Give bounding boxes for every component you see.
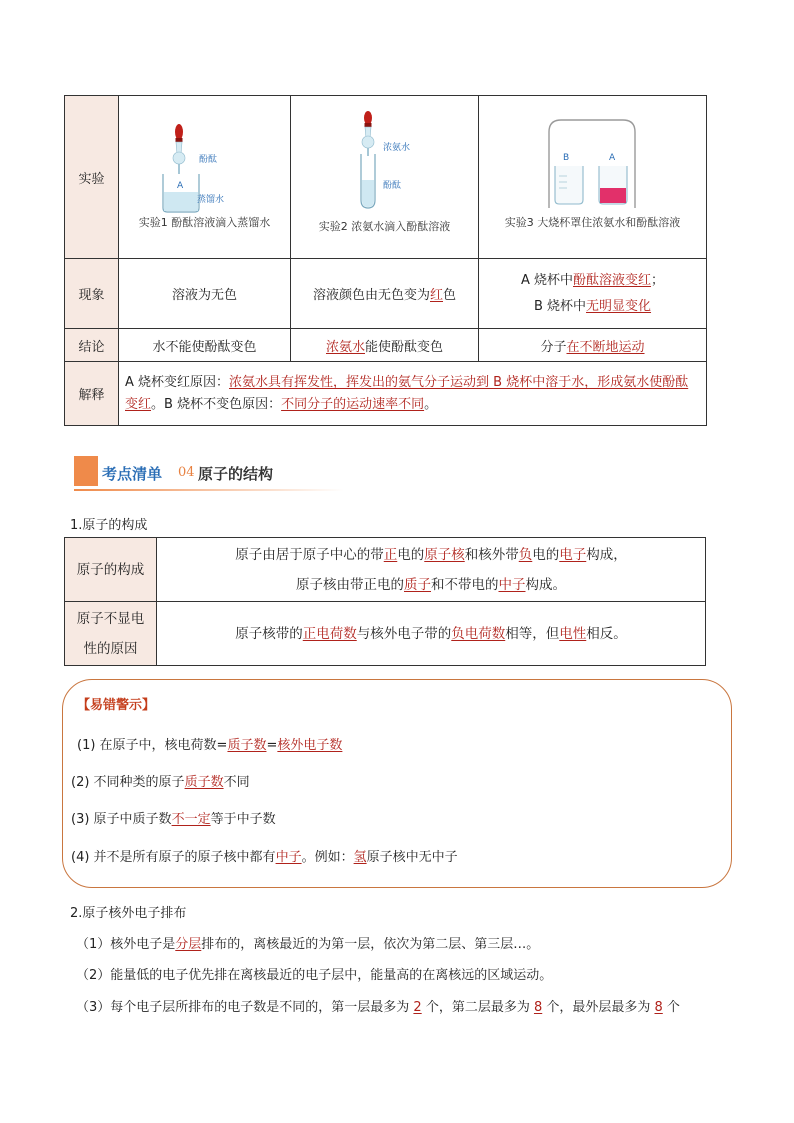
heading-subtitle: 原子的结构 — [198, 465, 274, 483]
section-2-item-2: （2）能量低的电子优先排在离核最近的电子层中，能量高的在离核远的区域运动。 — [76, 968, 553, 983]
experiment-2-caption: 实验2 浓氨水滴入酚酞溶液 — [318, 220, 451, 233]
section-1-title: 1.原子的构成 — [70, 518, 148, 533]
row-label-experiment: 实验 — [65, 96, 119, 259]
section-2-item-3: （3）每个电子层所排布的电子数是不同的，第一层最多为 2 个，第二层最多为 8 个，最外层最多为 8 个 — [76, 1000, 680, 1015]
liquid-label-1: 蒸馏水 — [197, 195, 225, 205]
atom-composition-text: 原子由居于原子中心的带正电的原子核和核外带负电的电子构成， 原子核由带正电的质子和不带电的中子构成。 — [157, 538, 706, 602]
beaker-letter-a: A — [609, 153, 616, 163]
experiment-3-caption: 实验3 大烧杯罩住浓氨水和酚酞溶液 — [504, 216, 681, 229]
row-label-composition: 原子的构成 — [65, 538, 157, 602]
heading-number: 04 — [178, 465, 195, 480]
atom-neutral-text: 原子核带的正电荷数与核外电子带的负电荷数相等，但电性相反。 — [157, 602, 706, 666]
section-2-title: 2.原子核外电子排布 — [70, 906, 187, 921]
experiment-1-illustration — [119, 96, 289, 258]
heading-underline — [74, 489, 344, 491]
row-label-explanation: 解释 — [65, 362, 119, 426]
warning-item-3: (3) 原子中质子数不一定等于中子数 — [71, 812, 276, 827]
section-heading — [74, 456, 734, 492]
experiment-2-cell — [291, 96, 479, 259]
phenomenon-1: 溶液为无色 — [119, 259, 291, 329]
conclusion-3: 分子在不断地运动 — [479, 329, 707, 362]
row-label-conclusion: 结论 — [65, 329, 119, 362]
atom-composition-row — [65, 538, 706, 602]
dropper-label-2: 浓氨水 — [383, 143, 411, 153]
conclusion-2: 浓氨水能使酚酞变色 — [291, 329, 479, 362]
phenomenon-3: A 烧杯中酚酞溶液变红； B 烧杯中无明显变化 — [479, 259, 707, 329]
explanation-row — [65, 362, 707, 426]
conclusion-row — [65, 329, 707, 362]
warning-item-4: (4) 并不是所有原子的原子核中都有中子。例如：氢原子核中无中子 — [71, 850, 458, 865]
warning-item-2: (2) 不同种类的原子质子数不同 — [71, 775, 250, 790]
heading-accent-bar — [74, 456, 98, 486]
beaker-letter-1: A — [177, 181, 184, 191]
experiment-3-illustration — [479, 96, 705, 258]
heading-title: 考点清单 — [102, 465, 163, 483]
atom-structure-table — [64, 537, 706, 666]
experiment-1-caption: 实验1 酚酞溶液滴入蒸馏水 — [138, 216, 271, 229]
conclusion-1: 水不能使酚酞变色 — [119, 329, 291, 362]
liquid-label-2: 酚酞 — [383, 181, 402, 191]
explanation-text: A 烧杯变红原因：浓氨水具有挥发性，挥发出的氨气分子运动到 B 烧杯中溶于水，形成氨水使酚酞变红。B 烧杯不变色原因：不同分子的运动速率不同。 — [119, 362, 707, 426]
phenomenon-2: 溶液颜色由无色变为红色 — [291, 259, 479, 329]
row-label-neutral: 原子不显电 性的原因 — [65, 602, 157, 666]
warning-title: 【易错警示】 — [77, 698, 156, 713]
row-label-phenomenon: 现象 — [65, 259, 119, 329]
experiment-row — [65, 96, 707, 259]
phenomenon-row — [65, 259, 707, 329]
warning-box — [62, 679, 732, 888]
experiment-table — [64, 95, 707, 426]
section-2-item-1: （1）核外电子是分层排布的，离核最近的为第一层，依次为第二层、第三层…。 — [76, 937, 540, 952]
warning-item-1: (1) 在原子中，核电荷数=质子数=核外电子数 — [77, 738, 343, 753]
experiment-3-cell — [479, 96, 707, 259]
atom-neutral-row — [65, 602, 706, 666]
experiment-1-cell — [119, 96, 291, 259]
dropper-label-1: 酚酞 — [199, 155, 218, 165]
beaker-letter-b: B — [563, 153, 570, 163]
